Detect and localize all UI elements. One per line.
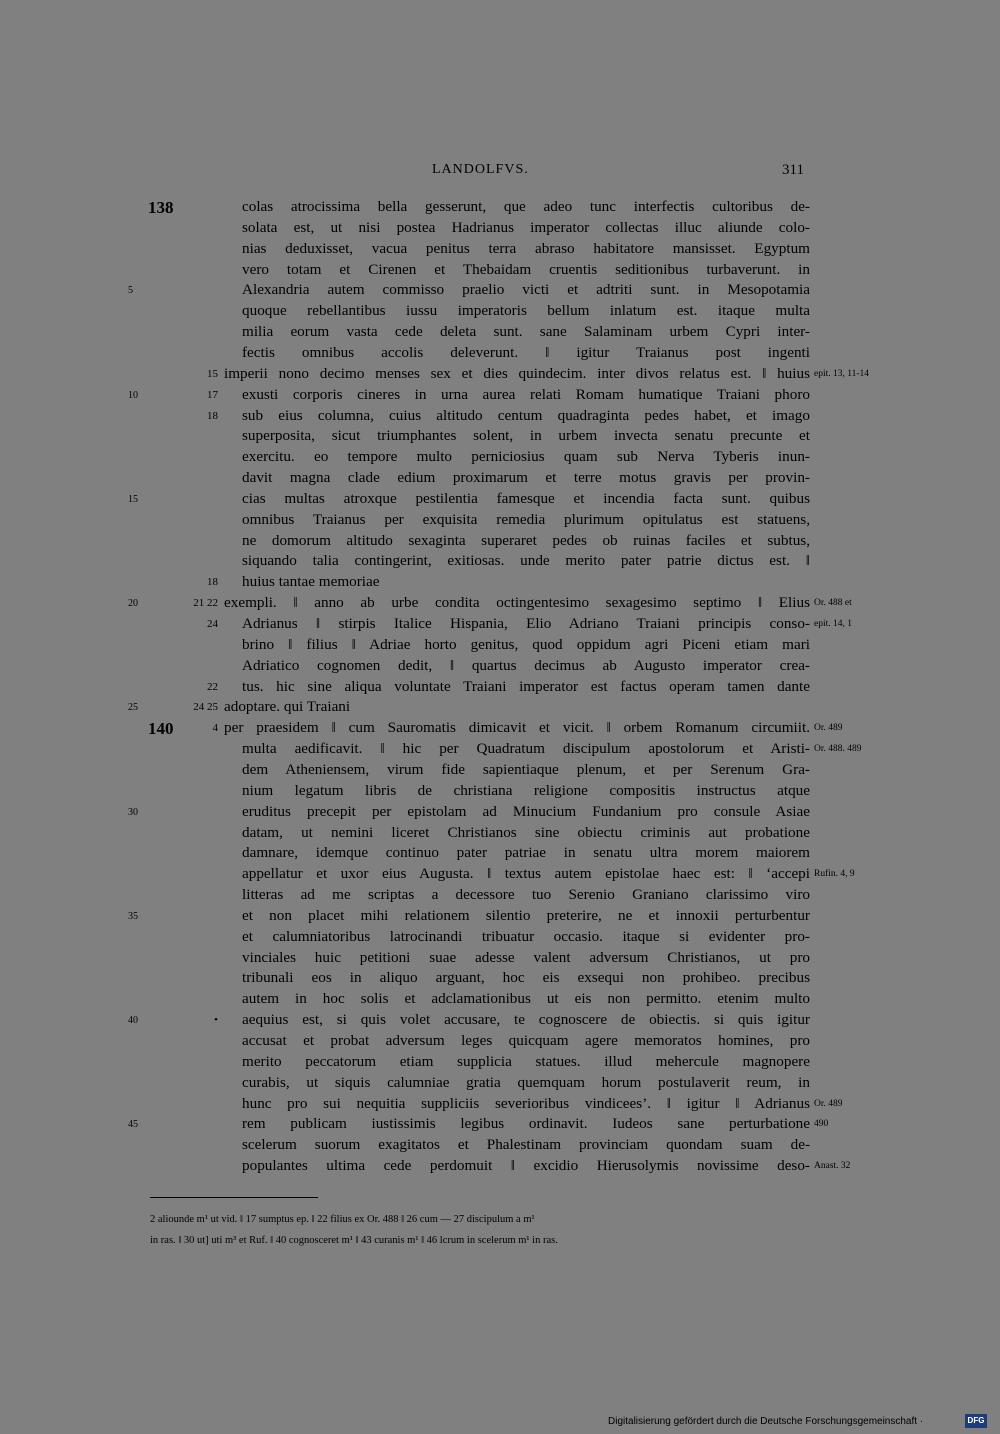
source-ref: 18: [207, 409, 218, 422]
line-text: rem publicam iustissimis legibus ordinavit. Iudeos sane perturbatione: [242, 1115, 810, 1133]
text-line: [0, 427, 1000, 448]
source-ref: 24: [207, 618, 218, 630]
text-line: [0, 365, 1000, 386]
text-line: [0, 490, 1000, 511]
line-text: scelerum suorum exagitatos et Phalestinam provinciam quondam suam de-: [242, 1136, 810, 1154]
text-line: [0, 281, 1000, 302]
line-text: quoque rebellantibus iussu imperatoris bellum inlatum est. itaque multa: [242, 302, 810, 320]
margin-note: 490: [814, 1119, 829, 1130]
text-line: [0, 1074, 1000, 1095]
line-text: siquando talia contingerint, exitiosas. unde merito pater patrie dictus est. ‖: [242, 552, 810, 570]
footnotes: [150, 1214, 810, 1256]
line-text: accusat et probat adversum leges quicquam agere memoratos homines, pro: [242, 1032, 810, 1049]
line-text: sub eius columna, cuius altitudo centum quadraginta pedes habet, et imago: [242, 406, 810, 424]
line-text: solata est, ut nisi postea Hadrianus imperator collectas illuc aliunde colo-: [242, 218, 810, 236]
text-line: [0, 219, 1000, 240]
line-text: et calumniatoribus latrocinandi tribuatur occasio. itaque si evidenter pro-: [242, 927, 810, 945]
line-text: merito peccatorum etiam supplicia statues. illud mehercule magnopere: [242, 1052, 810, 1070]
text-line: [0, 844, 1000, 865]
text-line: [0, 594, 1000, 615]
line-number: 35: [128, 910, 138, 922]
text-line: [0, 761, 1000, 782]
text-line: [0, 469, 1000, 490]
text-line: [0, 1115, 1000, 1136]
text-line: [0, 323, 1000, 344]
text-line: [0, 990, 1000, 1011]
source-ref: 15: [207, 367, 218, 380]
text-line: [0, 615, 1000, 636]
line-text: exempli. ‖ anno ab urbe condita octingentesimo sexagesimo septimo ‖ Elius: [224, 594, 810, 612]
page-header: [0, 162, 1000, 184]
section-number: 140: [148, 719, 174, 739]
text-line: [0, 1136, 1000, 1157]
line-text: exercitu. eo tempore multo perniciosius quam sub Nerva Tyberis inun-: [242, 448, 810, 466]
text-line: [0, 511, 1000, 532]
footnote-line: in ras. ‖ 30 ut] uti m³ et Ruf. ‖ 40 cognosceret m¹ ‖ 43 curanis m¹ ‖ 46 lcrum in scelerum m¹ in ras.: [150, 1235, 558, 1246]
line-text: fectis omnibus accolis deleverunt. ‖ igitur Traianus post ingenti: [242, 343, 810, 361]
line-text: adoptare. qui Traiani: [224, 698, 351, 716]
line-text: omnibus Traianus per exquisita remedia plurimum opitulatus est statuens,: [242, 510, 810, 528]
text-line: [0, 532, 1000, 553]
text-line: [0, 1157, 1000, 1178]
text-line: [0, 198, 1000, 219]
margin-note: Or. 488 et: [814, 598, 852, 609]
source-ref: 18: [207, 576, 218, 589]
line-text: vero totam et Cirenen et Thebaidam cruentis seditionibus turbaverunt. in: [242, 260, 810, 278]
text-line: [0, 740, 1000, 761]
line-text: Adriatico cognomen dedit, ‖ quartus decimus ab Augusto imperator crea-: [242, 656, 810, 674]
text-line: [0, 824, 1000, 845]
line-number: 30: [128, 806, 138, 818]
line-text: autem in hoc solis et adclamationibus ut eis non permitto. etenim multo: [242, 990, 810, 1008]
line-text: multa aedificavit. ‖ hic per Quadratum discipulum apostolorum et Aristi-: [242, 740, 810, 758]
margin-note: Or. 488. 489: [814, 744, 862, 755]
margin-note: epit. 13, 11-14: [814, 368, 870, 379]
text-line: [0, 949, 1000, 970]
line-text: tribunali eos in aliquo arguant, hoc eis exsequi non prohibeo. precibus: [242, 969, 810, 987]
source-ref: 17: [207, 388, 218, 401]
text-line: [0, 448, 1000, 469]
line-text: eruditus precepit per epistolam ad Minucium Fundanium pro consule Asiae: [242, 802, 810, 820]
text-line: [0, 803, 1000, 824]
line-text: davit magna clade edium proximarum et terre motus gravis per provin-: [242, 469, 810, 487]
text-line: [0, 240, 1000, 261]
line-text: brino ‖ filius ‖ Adriae horto genitus, quod oppidum agri Piceni etiam mari: [242, 635, 810, 653]
text-line: [0, 1011, 1000, 1032]
line-text: hunc pro sui nequitia suppliciis severioribus vindicees’. ‖ igitur ‖ Adrianus: [242, 1094, 810, 1112]
text-line: [0, 386, 1000, 407]
text-line: [0, 907, 1000, 928]
line-number: 45: [128, 1119, 138, 1131]
line-number: 20: [128, 598, 138, 610]
source-ref: 4: [212, 722, 218, 735]
margin-note: Rufin. 4, 9: [814, 869, 855, 880]
text-line: [0, 782, 1000, 803]
line-text: litteras ad me scriptas a decessore tuo Serenio Graniano clarissimo viro: [242, 886, 810, 904]
text-line: [0, 573, 1000, 594]
line-text: per praesidem ‖ cum Sauromatis dimicavit et vicit. ‖ orbem Romanum circumiit.: [224, 719, 810, 737]
source-ref: 22: [207, 680, 218, 693]
line-text: et non placet mihi relationem silentio preterire, ne et innoxii perturbentur: [242, 906, 810, 924]
line-text: ne domorum altitudo sexaginta superaret pedes ob ruinas faciles et subtus,: [242, 531, 810, 549]
line-text: Alexandria autem commisso praelio victi et adtriti sunt. in Mesopotamia: [242, 281, 810, 299]
line-text: datam, ut nemini liceret Christianos sine obiectu criminis aut probatione: [242, 823, 810, 841]
text-line: [0, 1095, 1000, 1116]
line-text: dem Atheniensem, virum fide sapientiaque plenum, et per Serenum Gra-: [242, 760, 810, 778]
source-ref: 24 25: [193, 701, 218, 714]
digitization-credit: Digitalisierung gefördert durch die Deutsche Forschungsgemeinschaft ·: [608, 1416, 924, 1427]
line-text: vinciales huic petitioni suae adesse valent adversum Christianos, ut pro: [242, 948, 810, 966]
line-text: appellatur et uxor eius Augusta. ‖ textus autem epistolae haec est: ‖ ‘accepi: [242, 865, 810, 883]
text-line: [0, 865, 1000, 886]
line-number: 25: [128, 702, 138, 714]
line-text: huius tantae memoriae: [242, 573, 380, 591]
text-line: [0, 886, 1000, 907]
line-number: 15: [128, 493, 138, 505]
line-text: exusti corporis cineres in urna aurea relati Romam humatique Traiani phoro: [242, 385, 810, 403]
text-line: [0, 657, 1000, 678]
line-text: nium legatum libris de christiana religione compositis instructus atque: [242, 781, 810, 799]
text-line: [0, 719, 1000, 740]
text-line: [0, 1032, 1000, 1053]
line-text: damnare, idemque continuo pater patriae in senatu ultra morem maiorem: [242, 844, 810, 862]
text-line: [0, 552, 1000, 573]
text-line: [0, 344, 1000, 365]
margin-note: epit. 14, 1: [814, 619, 852, 629]
text-line: [0, 636, 1000, 657]
section-number: 138: [148, 198, 174, 217]
line-text: aequius est, si quis volet accusare, te cognoscere de obiectis. si quis igitur: [242, 1011, 810, 1029]
line-number: 5: [128, 285, 133, 297]
line-text: colas atrocissima bella gesserunt, que adeo tunc interfectis cultoribus de-: [242, 198, 810, 215]
line-text: imperii nono decimo menses sex et dies quindecim. inter divos relatus est. ‖ huius: [224, 364, 810, 382]
text-line: [0, 302, 1000, 323]
footnote-line: 2 aliounde m¹ ut vid. ‖ 17 sumptus ep. ‖ 22 filius ex Or. 488 ‖ 26 cum — 27 discipulum a m¹: [150, 1214, 535, 1225]
line-text: populantes ultima cede perdomuit ‖ excidio Hierusolymis novissime deso-: [242, 1157, 810, 1175]
line-text: milia eorum vasta cede deleta sunt. sane Salaminam urbem Cypri inter-: [242, 323, 810, 341]
running-title: LANDOLFVS.: [432, 162, 529, 177]
line-text: superposita, sicut triumphantes solent, in urbem invecta senatu precunte et: [242, 427, 810, 445]
text-line: [0, 678, 1000, 699]
source-ref: •: [214, 1014, 218, 1027]
margin-note: Or. 489: [814, 723, 843, 734]
dfg-logo: DFG: [965, 1414, 987, 1428]
line-text: cias multas atroxque pestilentia famesque et incendia facta sunt. quibus: [242, 489, 810, 507]
line-text: curabis, ut siquis calumniae gratia quemquam horum postulaverit reum, in: [242, 1073, 810, 1091]
text-line: [0, 407, 1000, 428]
line-text: nias deduxisset, vacua penitus terra abraso habitatore mansisset. Egyptum: [242, 239, 810, 257]
margin-note: Or. 489: [814, 1098, 843, 1109]
text-line: [0, 261, 1000, 282]
text-line: [0, 928, 1000, 949]
text-line: [0, 1053, 1000, 1074]
line-text: Adrianus ‖ stirpis Italice Hispania, Elio Adriano Traiani principis conso-: [242, 615, 810, 632]
line-text: tus. hic sine aliqua voluntate Traiani imperator est factus operam tamen dante: [242, 677, 810, 695]
text-line: [0, 969, 1000, 990]
footnote-rule: [150, 1197, 318, 1198]
line-number: 10: [128, 389, 138, 401]
line-number: 40: [128, 1015, 138, 1027]
page-number: 311: [782, 162, 804, 178]
margin-note: Anast. 32: [814, 1161, 851, 1172]
text-line: [0, 698, 1000, 719]
source-ref: 21 22: [193, 597, 218, 610]
